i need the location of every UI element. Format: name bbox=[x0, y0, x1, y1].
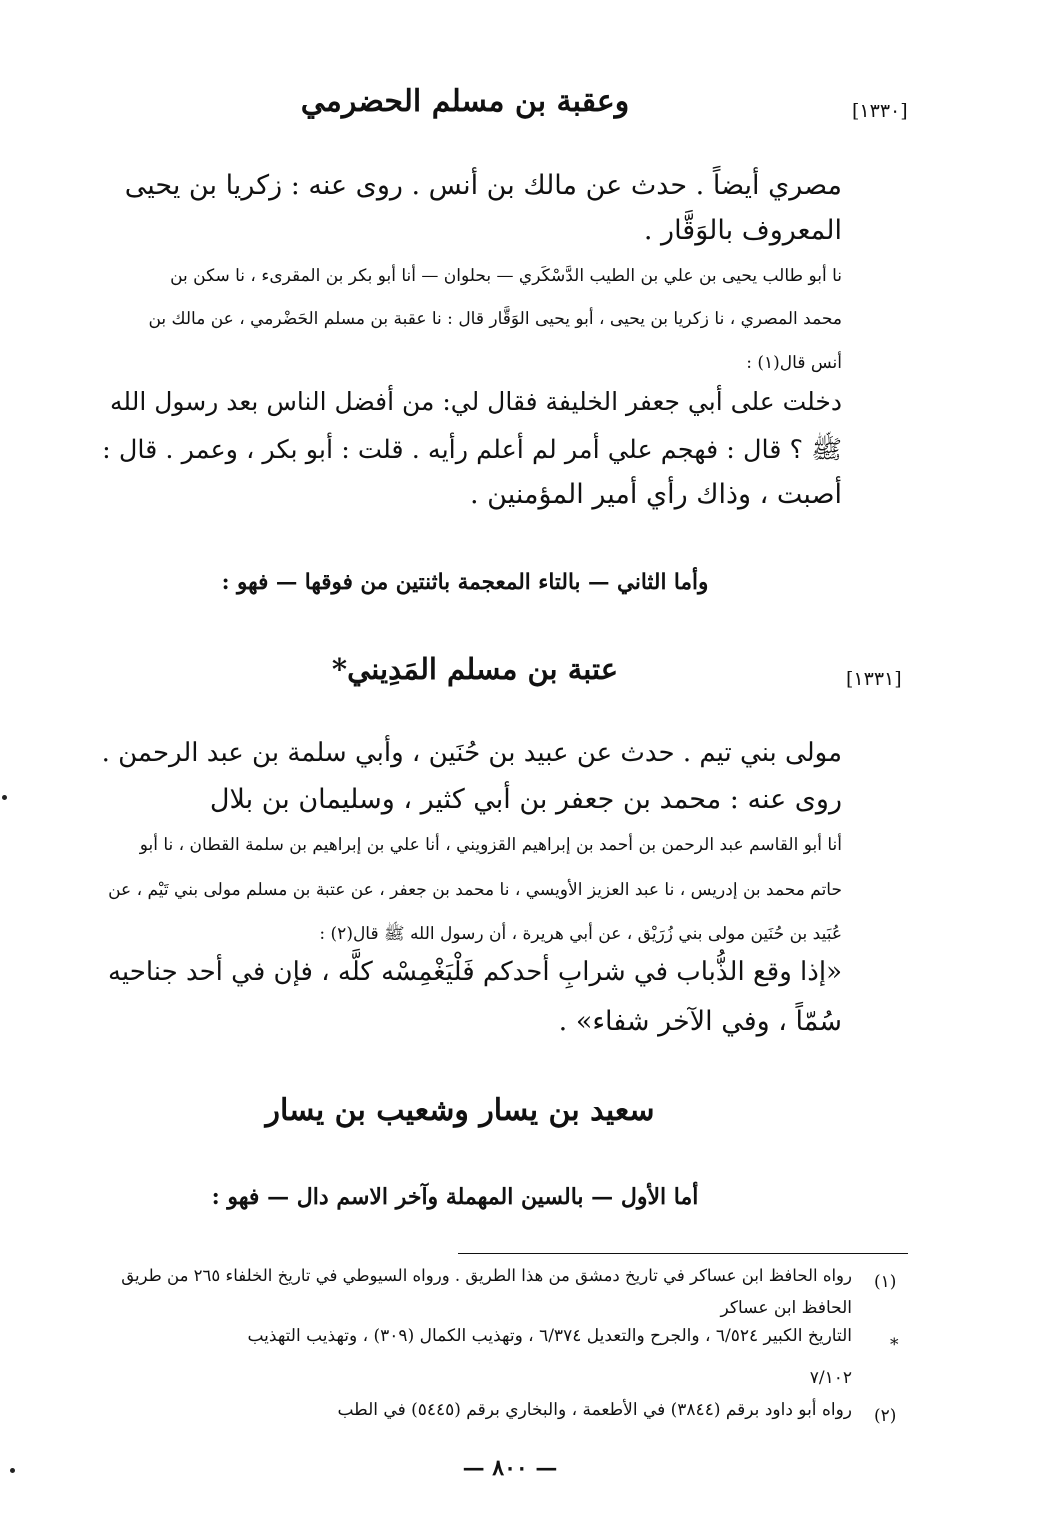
isnad-1331-line-3: عُبَيد بن حُنَين مولى بني زُرَيْق ، عن أبي هريرة ، أن رسول الله ﷺ قال(٢) : bbox=[319, 924, 842, 944]
entry-1331-line-2: روى عنه : محمد بن جعفر بن أبي كثير ، وسليمان بن بلال bbox=[209, 784, 842, 815]
entry-1331-text-1: «إذا وقع الذُّباب في شرابِ أحدكم فَلْيَغْمِسْه كلَّه ، فإن في أحد جناحيه bbox=[107, 957, 842, 987]
footnote-1-mark: (١) bbox=[874, 1272, 897, 1292]
footnote-separator bbox=[458, 1253, 908, 1254]
section-subheading: أما الأول — بالسين المهملة وآخر الاسم دال — فهو : bbox=[211, 1184, 699, 1210]
scan-speck bbox=[10, 1468, 15, 1473]
isnad-1331-line-1: أنا أبو القاسم عبد الرحمن بن أحمد بن إبراهيم القزويني ، أنا علي بن إبراهيم بن سلمة القطان ، نا أبو bbox=[139, 835, 842, 855]
entry-1331-line-1: مولى بني تيم . حدث عن عبيد بن حُنَين ، وأبي سلمة بن عبد الرحمن . bbox=[101, 738, 842, 768]
entry-1331-text-2: سُمّاً ، وفي الآخر شفاء» . bbox=[558, 1006, 842, 1037]
entry-number-1330: [١٣٣٠] bbox=[852, 100, 908, 122]
entry-1330-line-2: المعروف بالوَقَّار . bbox=[643, 215, 842, 246]
second-heading: وأما الثاني — بالتاء المعجمة باثنتين من فوقها — فهو : bbox=[221, 570, 709, 595]
scan-speck bbox=[2, 795, 7, 800]
entry-1331-title: عتبة بن مسلم المَدِيني* bbox=[331, 652, 619, 686]
page-title: وعقبة بن مسلم الحضرمي bbox=[300, 84, 630, 119]
footnote-1-line-1: رواه الحافظ ابن عساكر في تاريخ دمشق من هذا الطريق . ورواه السيوطي في تاريخ الخلفاء ٢٦٥ من طريق bbox=[121, 1266, 852, 1285]
footnote-star-line-1: التاريخ الكبير ٦/٥٢٤ ، والجرح والتعديل ٦/٣٧٤ ، وتهذيب الكمال (٣٠٩) ، وتهذيب التهذيب bbox=[247, 1326, 852, 1346]
entry-1330-line-1: مصري أيضاً . حدث عن مالك بن أنس . روى عنه : زكريا بن يحيى bbox=[124, 170, 842, 201]
footnote-star-mark: * bbox=[890, 1335, 899, 1355]
isnad-1330-line-1: نا أبو طالب يحيى بن علي بن الطيب الدَّسْكَري — بحلوان — أنا أبو بكر بن المقرىء ، نا سكن بن bbox=[170, 266, 842, 286]
entry-1330-text-2: ﷺ ؟ قال : فهجم علي أمر لم أعلم رأيه . قلت : أبو بكر ، وعمر . قال : bbox=[102, 435, 842, 465]
entry-number-1331: [١٣٣١] bbox=[846, 668, 902, 690]
section-title: سعيد بن يسار وشعيب بن يسار bbox=[265, 1093, 655, 1128]
footnote-2-mark: (٢) bbox=[874, 1406, 897, 1426]
footnote-star-line-2: ٧/١٠٢ bbox=[809, 1368, 852, 1388]
isnad-1330-line-2: محمد المصري ، نا زكريا بن يحيى ، أبو يحيى الوَقَّار قال : نا عقبة بن مسلم الحَضْرمي ، عن مالك بن bbox=[148, 309, 842, 329]
isnad-1331-line-2: حاتم محمد بن إدريس ، نا عبد العزيز الأويسي ، نا محمد بن جعفر ، عن عتبة بن مسلم مولى بني تَيْم ، عن bbox=[108, 880, 842, 900]
entry-1330-text-1: دخلت على أبي جعفر الخليفة فقال لي: من أفضل الناس بعد رسول الله bbox=[110, 387, 842, 416]
isnad-1330-line-3: أنس قال(١) : bbox=[746, 353, 842, 373]
page-number: — ٨٠٠ — bbox=[462, 1455, 558, 1481]
entry-1330-text-3: أصبت ، وذاك رأي أمير المؤمنين . bbox=[470, 479, 842, 510]
footnote-2-line-1: رواه أبو داود برقم (٣٨٤٤) في الأطعمة ، والبخاري برقم (٥٤٤٥) في الطب bbox=[337, 1400, 852, 1420]
footnote-1-line-2: الحافظ ابن عساكر bbox=[720, 1298, 852, 1318]
